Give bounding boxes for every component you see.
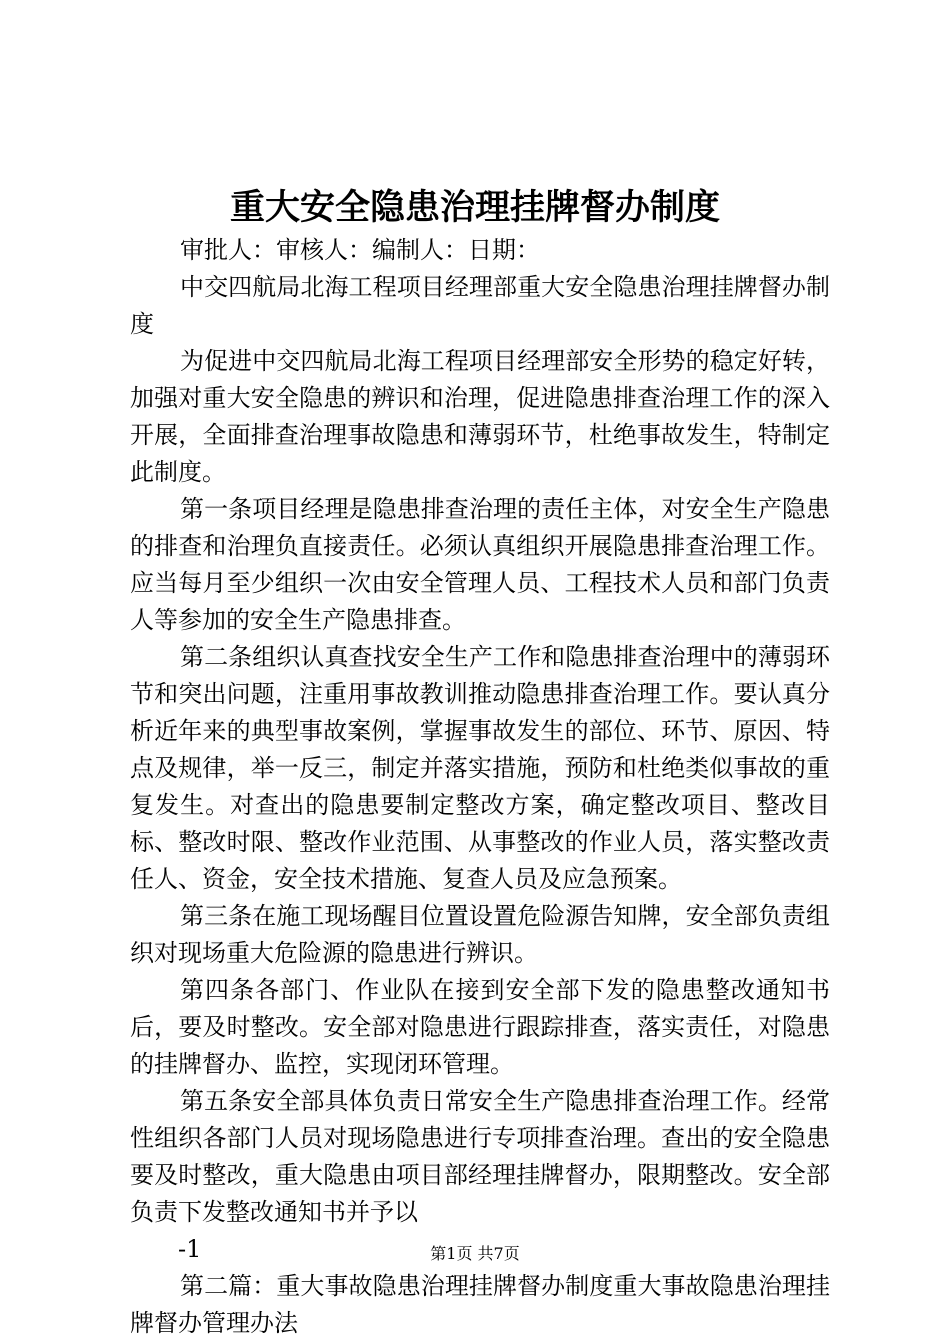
article-5-paragraph: 第五条安全部具体负责日常安全生产隐患排查治理工作。经常性组织各部门人员对现场隐患进行专项排查治理。查出的安全隐患要及时整改，重大隐患由项目部经理挂牌督办，限期整改。安全部负责下发整改通知书并予以 [130, 1087, 830, 1226]
document-body [130, 232, 830, 1342]
intro-paragraph: 为促进中交四航局北海工程项目经理部安全形势的稳定好转，加强对重大安全隐患的辨识和治理，促进隐患排查治理工作的深入开展，全面排查治理事故隐患和薄弱环节，杜绝事故发生，特制定此制度。 [130, 347, 830, 486]
second-part-heading: 第二篇：重大事故隐患治理挂牌督办制度重大事故隐患治理挂牌督办管理办法 [130, 1272, 830, 1337]
document-title: 重大安全隐患治理挂牌督办制度 [229, 187, 720, 228]
subtitle-paragraph: 中交四航局北海工程项目经理部重大安全隐患治理挂牌督办制度 [130, 273, 830, 338]
article-4-paragraph: 第四条各部门、作业队在接到安全部下发的隐患整改通知书后，要及时整改。安全部对隐患进行跟踪排查，落实责任，对隐患的挂牌督办、监控，实现闭环管理。 [130, 976, 830, 1078]
page-footer: 第1页 共7页 [430, 1244, 520, 1263]
inline-page-marker: -1 [178, 1235, 202, 1263]
article-2-paragraph: 第二条组织认真查找安全生产工作和隐患排查治理中的薄弱环节和突出问题，注重用事故教训推动隐患排查治理工作。要认真分析近年来的典型事故案例，掌握事故发生的部位、环节、原因、特点及规律，举一反三，制定并落实措施，预防和杜绝类似事故的重复发生。对查出的隐患要制定整改方案，确定整改项目、整改目标、整改时限、整改作业范围、从事整改的作业人员，落实整改责任人、资金，安全技术措施、复查人员及应急预案。 [130, 643, 830, 893]
approval-line: 审批人：审核人：编制人：日期： [180, 236, 540, 264]
article-1-paragraph: 第一条项目经理是隐患排查治理的责任主体，对安全生产隐患的排查和治理负直接责任。必须认真组织开展隐患排查治理工作。应当每月至少组织一次由安全管理人员、工程技术人员和部门负责人等参加的安全生产隐患排查。 [130, 495, 830, 634]
article-3-paragraph: 第三条在施工现场醒目位置设置危险源告知牌，安全部负责组织对现场重大危险源的隐患进行辨识。 [130, 902, 830, 967]
